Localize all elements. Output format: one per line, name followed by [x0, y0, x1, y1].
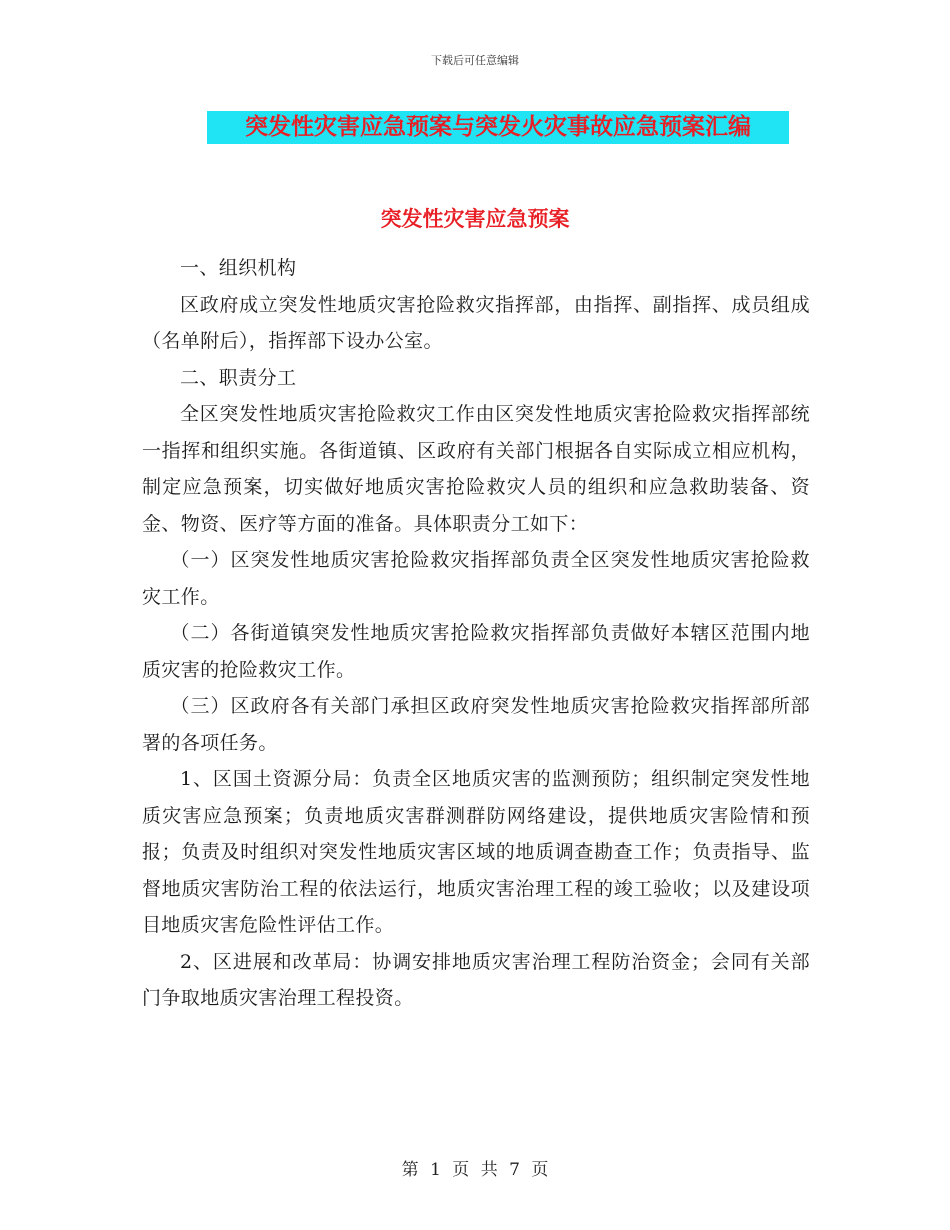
heading-organization: 一、组织机构	[180, 257, 297, 279]
paragraph: 2、区进展和改革局：协调安排地质灾害治理工程防治资金；会同有关部门争取地质灾害治理工程投资。	[142, 950, 810, 1009]
paragraph: （二）各街道镇突发性地质灾害抢险救灾指挥部负责做好本辖区范围内地质灾害的抢险救灾工作。	[142, 622, 810, 681]
paragraph: 全区突发性地质灾害抢险救灾工作由区突发性地质灾害抢险救灾指挥部统一指挥和组织实施。各街道镇、区政府有关部门根据各自实际成立相应机构，制定应急预案，切实做好地质灾害抢险救灾人员的组织和应急救助装备、资金、物资、医疗等方面的准备。具体职责分工如下：	[142, 403, 810, 535]
paragraph: 区政府成立突发性地质灾害抢险救灾指挥部，由指挥、副指挥、成员组成（名单附后），指挥部下设办公室。	[142, 293, 810, 352]
document-body	[142, 250, 810, 1017]
heading-responsibilities: 二、职责分工	[180, 366, 297, 389]
section-title: 突发性灾害应急预案	[380, 207, 570, 231]
main-title: 突发性灾害应急预案与突发火灾事故应急预案汇编	[245, 114, 751, 140]
paragraph: （三）区政府各有关部门承担区政府突发性地质灾害抢险救灾指挥部所部署的各项任务。	[142, 695, 810, 754]
header-note: 下载后可任意编辑	[431, 54, 519, 67]
paragraph: 1、区国土资源分局：负责全区地质灾害的监测预防；组织制定突发性地质灾害应急预案；负责地质灾害群测群防网络建设，提供地质灾害险情和预报；负责及时组织对突发性地质灾害区域的地质调查勘查工作；负责指导、监督地质灾害防治工程的依法运行，地质灾害治理工程的竣工验收；以及建设项目地质灾害危险性评估工作。	[142, 768, 810, 936]
main-title-highlight	[207, 111, 789, 144]
page-number: 第 1 页 共 7 页	[401, 1160, 549, 1180]
paragraph: （一）区突发性地质灾害抢险救灾指挥部负责全区突发性地质灾害抢险救灾工作。	[142, 549, 810, 608]
